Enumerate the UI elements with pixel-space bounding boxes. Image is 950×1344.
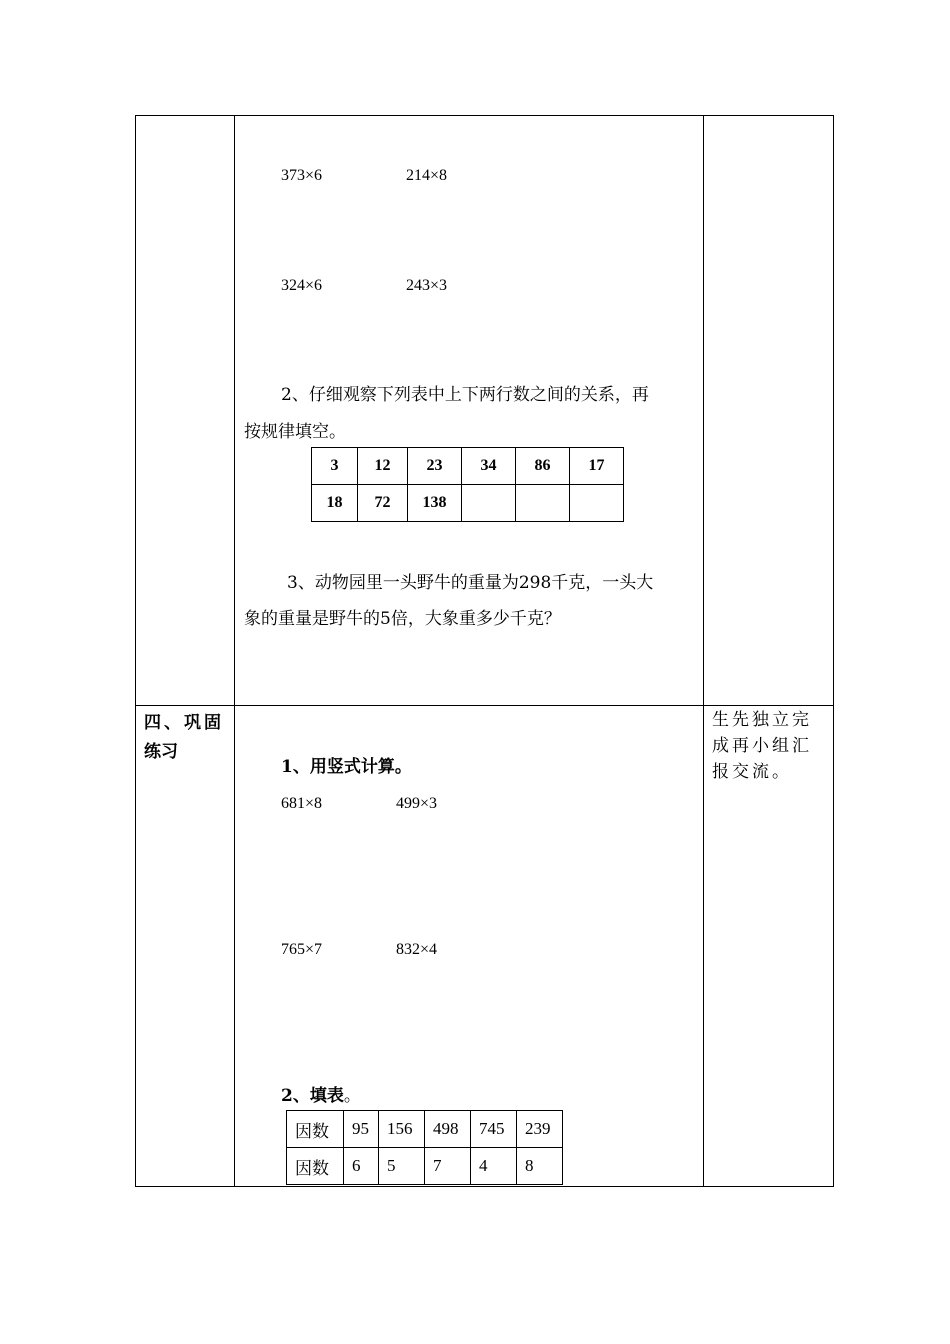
lesson-table — [135, 115, 834, 1187]
question-2-title-tail: 。 — [343, 1086, 361, 1106]
table-cell: 因数 — [287, 1148, 344, 1185]
calc-item: 243×3 — [406, 277, 448, 294]
calc-item: 214×8 — [406, 167, 448, 184]
table-cell: 3 — [312, 448, 358, 485]
teacher-note-line: 生先独立完 — [712, 710, 812, 730]
calc-item: 765×7 — [281, 941, 323, 958]
table-cell: 156 — [379, 1111, 425, 1148]
table-cell: 6 — [344, 1148, 379, 1185]
table-cell-blank — [462, 485, 516, 522]
table-cell: 95 — [344, 1111, 379, 1148]
table-cell: 86 — [516, 448, 570, 485]
table-cell: 17 — [570, 448, 624, 485]
fill-table — [286, 1110, 563, 1185]
calc-item: 499×3 — [396, 795, 438, 812]
section-title-cont: 练习 — [144, 742, 178, 762]
calc-item: 324×6 — [281, 277, 323, 294]
row-divider — [135, 705, 834, 706]
calc-item: 832×4 — [396, 941, 438, 958]
table-cell: 138 — [408, 485, 462, 522]
table-row — [287, 1111, 563, 1148]
question-3-text-cont: 象的重量是野牛的5倍，大象重多少千克？ — [244, 609, 561, 629]
table-cell: 72 — [358, 485, 408, 522]
teacher-note-line: 成再小组汇 — [712, 736, 812, 756]
table-cell: 18 — [312, 485, 358, 522]
table-cell-blank — [516, 485, 570, 522]
table-cell: 745 — [471, 1111, 517, 1148]
table-cell: 7 — [425, 1148, 471, 1185]
question-2-text-cont: 按规律填空。 — [244, 422, 346, 442]
table-cell: 23 — [408, 448, 462, 485]
section-title: 四、巩固 — [144, 713, 224, 733]
teacher-note-line: 报交流。 — [712, 762, 792, 782]
table-row — [312, 485, 624, 522]
table-row — [287, 1148, 563, 1185]
calc-item: 373×6 — [281, 167, 323, 184]
table-cell: 12 — [358, 448, 408, 485]
column-divider-right — [703, 115, 704, 1187]
table-cell: 5 — [379, 1148, 425, 1185]
question-2-title — [281, 1086, 361, 1106]
table-cell: 8 — [517, 1148, 563, 1185]
table-cell: 因数 — [287, 1111, 344, 1148]
question-2-text: 2、仔细观察下列表中上下两行数之间的关系，再 — [281, 385, 649, 405]
question-2-title-bold: 2、填表 — [281, 1086, 344, 1106]
pattern-table — [311, 447, 624, 522]
table-cell: 239 — [517, 1111, 563, 1148]
question-3-text: 3、动物园里一头野牛的重量为298千克，一头大 — [287, 573, 654, 593]
table-cell: 4 — [471, 1148, 517, 1185]
question-1-title: 1、用竖式计算。 — [281, 757, 412, 777]
column-divider-left — [234, 115, 235, 1187]
table-row — [312, 448, 624, 485]
table-cell: 34 — [462, 448, 516, 485]
teacher-note — [712, 707, 830, 785]
calc-item: 681×8 — [281, 795, 323, 812]
table-cell-blank — [570, 485, 624, 522]
table-cell: 498 — [425, 1111, 471, 1148]
